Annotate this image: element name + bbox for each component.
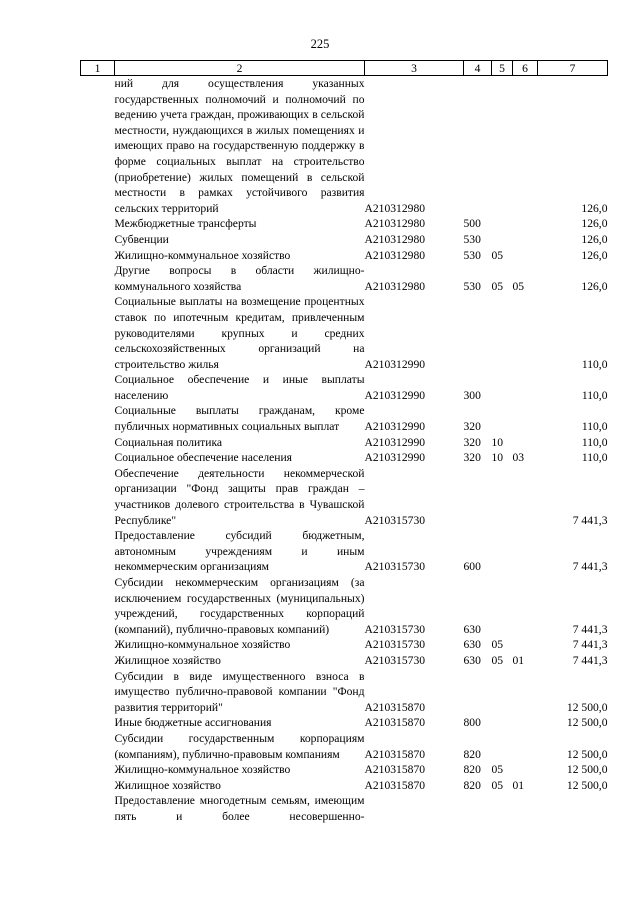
subsection-cell [513,76,538,217]
target-article-code-cell: А210312990 [364,388,426,402]
column-header: 5 [492,61,513,76]
target-article-code-cell: А210312980 [364,279,426,293]
row-number-cell [81,403,115,434]
target-article-code-cell: А210315730 [364,653,426,667]
expense-group-cell: 820 [463,763,481,777]
table-row [81,669,608,716]
column-header: 2 [115,61,365,76]
column-header: 6 [513,61,538,76]
row-name-cell: Субсидии некоммерческим организациям (за исключением государственных (муниципальных) учреждений, государственных корпораций (компаний), публично-правовых компаний) [114,576,365,636]
target-article-code-cell: А210312990 [364,420,426,434]
row-number-cell [81,76,115,217]
expense-group-cell [464,466,492,528]
row-name-cell: Субвенции [114,232,169,246]
table-row [81,76,608,217]
target-article-code-cell: А210312980 [364,217,426,231]
row-number-cell [81,435,115,451]
amount-cell: 12 500,0 [566,700,608,714]
target-article-code-cell: А210315870 [364,778,426,792]
target-article-code-cell: А210315730 [364,513,426,527]
target-article-code-cell: А210315730 [364,622,426,636]
table-row [81,232,608,248]
section-cell [492,216,513,232]
row-name-cell: Социальная политика [114,435,223,449]
section-cell [492,372,513,403]
row-name-cell: Обеспечение деятельности некоммерческой организации "Фонд защиты прав граждан – участников долевого строительства в Чувашской Республике" [114,466,365,527]
amount-cell: 110,0 [581,435,608,449]
row-number-cell [81,669,115,716]
subsection-cell [513,528,538,575]
amount-cell: 126,0 [581,217,608,231]
section-cell: 05 [491,653,504,667]
table-row [81,372,608,403]
expense-group-cell: 300 [463,388,481,402]
row-name-cell: Социальные выплаты гражданам, кроме публичных нормативных социальных выплат [114,404,365,434]
target-article-code-cell: А210315870 [364,763,426,777]
amount-cell: 126,0 [581,279,608,293]
target-article-code-cell: А210312980 [364,201,426,215]
row-name-cell: Жилищное хозяйство [114,778,221,792]
table-row [81,637,608,653]
row-number-cell [81,575,115,637]
subsection-cell [513,762,538,778]
row-number-cell [81,294,115,372]
expense-group-cell: 820 [463,747,481,761]
expense-group-cell: 800 [463,716,481,730]
table-row [81,294,608,372]
target-article-code-cell: А210315870 [364,716,426,730]
amount-cell: 7 441,3 [572,622,608,636]
amount-cell: 126,0 [581,232,608,246]
row-name-cell: Субсидии государственным корпорациям (компаниям), публично-правовым компаниям [114,731,365,761]
expense-group-cell: 530 [463,279,481,293]
subsection-cell: 01 [512,653,525,667]
table-row [81,731,608,762]
target-article-code-cell: А210312990 [364,435,426,449]
row-number-cell [81,450,115,466]
target-article-code-cell: А210312980 [364,232,426,246]
section-cell: 05 [491,248,504,262]
expense-group-cell: 320 [463,420,481,434]
row-name-cell: Социальное обеспечение и иные выплаты населению [114,373,365,402]
page-number: 225 [310,37,330,51]
section-cell [492,466,513,528]
subsection-cell [513,466,538,528]
row-number-cell [81,216,115,232]
amount-cell: 7 441,3 [572,560,608,574]
row-number-cell [81,762,115,778]
amount-cell: 126,0 [581,248,608,262]
row-number-cell [81,715,115,731]
subsection-cell [513,793,538,824]
row-name-cell: Другие вопросы в области жилищно-коммунального хозяйства [114,264,365,293]
section-cell [492,731,513,762]
section-cell [492,76,513,217]
subsection-cell [513,294,538,372]
target-article-code-cell: А210312980 [364,248,426,262]
section-cell [492,294,513,372]
section-cell [492,715,513,731]
row-name-cell: Предоставление многодетным семьям, имеющим пять и более несовершенно- [114,794,365,823]
expense-group-cell: 630 [463,622,481,636]
table-row [81,435,608,451]
row-name-cell: Субсидии в виде имущественного взноса в имущество публично-правовой компании "Фонд развития территорий" [114,669,365,714]
row-name-cell: Предоставление субсидий бюджетным, автономным учреждениям и иным некоммерческим организациям [114,529,365,574]
amount-cell: 7 441,3 [572,638,608,652]
table-row [81,403,608,434]
expense-group-cell: 820 [463,778,481,792]
section-cell [492,232,513,248]
expense-group-cell: 630 [463,638,481,652]
target-article-code-cell: А210312990 [364,451,426,465]
row-number-cell [81,731,115,762]
section-cell [492,403,513,434]
subsection-cell: 01 [512,778,525,792]
table-row [81,216,608,232]
section-cell [492,669,513,716]
section-cell [492,793,513,824]
subsection-cell [513,232,538,248]
table-row [81,715,608,731]
row-number-cell [81,778,115,794]
row-name-cell: Жилищное хозяйство [114,653,221,667]
table-row [81,466,608,528]
subsection-cell [513,248,538,264]
amount-cell: 7 441,3 [572,513,608,527]
expense-group-cell: 320 [463,435,481,449]
amount-cell: 126,0 [581,201,608,215]
row-name-cell: Жилищно-коммунальное хозяйство [114,248,291,262]
row-number-cell [81,466,115,528]
column-header: 7 [538,61,608,76]
row-number-cell [81,248,115,264]
subsection-cell [513,575,538,637]
row-name-cell: Социальные выплаты на возмещение процентных ставок по ипотечным кредитам, привлеченным руководителями крупных и средних сельскохозяйственных организаций на строительство жилья [114,295,365,371]
row-name-cell: Межбюджетные трансферты [114,217,257,231]
row-name-cell: Жилищно-коммунальное хозяйство [114,763,291,777]
expense-group-cell: 530 [463,232,481,246]
row-number-cell [81,232,115,248]
expense-group-cell [464,793,492,824]
row-name-cell: ний для осуществления указанных государственных полномочий и полномочий по ведению учета граждан, проживающих в сельской местности, нуждающихся в жилых помещениях и имеющих право на государственную поддержку в форме социальных выплат на строительство (приобретение) жилых помещений в сельской местности в рамках устойчивого развития сельских территорий [114,77,365,215]
table-row [81,450,608,466]
expense-group-cell: 600 [463,560,481,574]
subsection-cell [513,372,538,403]
amount-cell: 12 500,0 [566,716,608,730]
amount-cell: 110,0 [581,420,608,434]
column-header: 3 [365,61,464,76]
subsection-cell [513,637,538,653]
subsection-cell [513,731,538,762]
subsection-cell: 05 [512,279,525,293]
row-number-cell [81,793,115,824]
row-number-cell [81,653,115,669]
table-row [81,778,608,794]
amount-cell: 110,0 [581,388,608,402]
target-article-code-cell: А210315730 [364,560,426,574]
target-article-code-cell: А210312990 [364,357,426,371]
table-row [81,528,608,575]
section-cell [492,528,513,575]
expense-group-cell: 500 [463,217,481,231]
section-cell: 10 [491,435,504,449]
expense-group-cell [464,669,492,716]
column-header: 4 [464,61,492,76]
subsection-cell [513,715,538,731]
row-name-cell: Социальное обеспечение населения [114,451,293,465]
section-cell [492,575,513,637]
column-header: 1 [81,61,115,76]
expense-group-cell: 630 [463,653,481,667]
amount-cell: 12 500,0 [566,763,608,777]
row-name-cell: Иные бюджетные ассигнования [114,716,272,730]
subsection-cell [513,669,538,716]
amount-cell: 12 500,0 [566,778,608,792]
amount-cell: 110,0 [581,357,608,371]
section-cell: 10 [491,451,504,465]
section-cell: 05 [491,638,504,652]
table-row [81,263,608,294]
amount-cell [538,793,608,824]
expense-group-cell [464,76,492,217]
table-row [81,793,608,824]
budget-table [80,60,608,825]
expense-group-cell: 320 [463,451,481,465]
target-article-code-cell: А210315870 [364,747,426,761]
amount-cell: 110,0 [581,451,608,465]
row-number-cell [81,528,115,575]
table-row [81,653,608,669]
target-article-code-cell [365,793,464,824]
target-article-code-cell: А210315870 [364,700,426,714]
table-body [81,76,608,825]
row-name-cell: Жилищно-коммунальное хозяйство [114,638,291,652]
amount-cell: 7 441,3 [572,653,608,667]
section-cell: 05 [491,279,504,293]
expense-group-cell [464,294,492,372]
row-number-cell [81,263,115,294]
section-cell: 05 [491,763,504,777]
section-cell: 05 [491,778,504,792]
amount-cell: 12 500,0 [566,747,608,761]
column-number-header-row [81,61,608,76]
table-row [81,575,608,637]
row-number-cell [81,372,115,403]
subsection-cell: 03 [512,451,525,465]
row-number-cell [81,637,115,653]
subsection-cell [513,216,538,232]
expense-group-cell: 530 [463,248,481,262]
subsection-cell [513,435,538,451]
target-article-code-cell: А210315730 [364,638,426,652]
subsection-cell [513,403,538,434]
table-row [81,762,608,778]
table-row [81,248,608,264]
